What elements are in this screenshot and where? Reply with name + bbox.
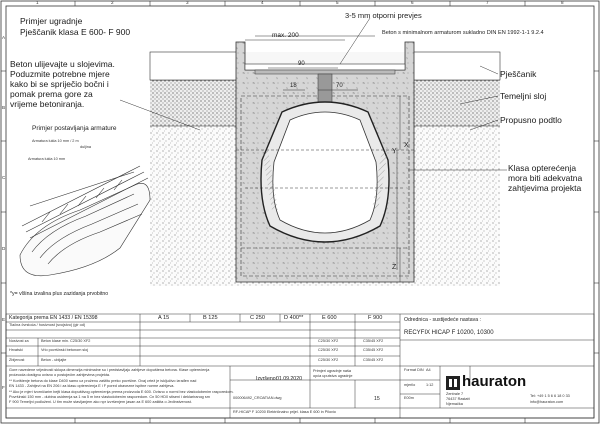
class-b125: B 125: [203, 315, 218, 321]
col-num-1: 1: [36, 0, 39, 5]
f-value-2: C35/45 XF2: [363, 348, 384, 352]
scale-label: mjerilo: [404, 383, 416, 387]
scale-value: 1:12: [426, 383, 434, 387]
row-letter-a: A: [2, 35, 6, 40]
rebar-cage-sketch: [20, 166, 150, 276]
f-value-3: C35/45 XF2: [363, 358, 384, 362]
rebar-example-title: Primjer postavljanja armature: [32, 125, 117, 132]
load-class-line-1: Klasa opterećenja: [508, 163, 577, 173]
address-1: Zentrale 7: [446, 392, 464, 396]
label-z: Z: [392, 264, 397, 271]
product-name: RECYFIX HICAP F 10200, 10300: [404, 330, 494, 336]
gap-note: 3-5 mm otporni prevjes: [345, 11, 422, 20]
note-2: proizvoda dostignu ovisno o postojećim zahtjevima projekta.: [9, 373, 111, 377]
title-line-2: Pješčanik klasa E 600- F 900: [20, 27, 131, 37]
approved-label: Izvršeno:: [256, 376, 278, 382]
paving-block-left: [150, 52, 240, 80]
col-num-2: 2: [111, 0, 114, 5]
pour-note-4: pomak prema gore za: [10, 89, 93, 99]
col-num-4: 4: [261, 0, 264, 5]
class-c250: C 250: [250, 315, 265, 321]
e-value-2: C25/30 XF2: [318, 348, 339, 352]
note-6: Površinski 150 mm - dubina usidrenja sa 1 na 5 m bez vlastodobenim rasporedom. Cn 50 HD0 stiseni i deklariranog sm: [9, 395, 210, 399]
address-2: 76437 Rastatt: [446, 397, 470, 401]
row-letter-c: C: [2, 175, 6, 180]
bottom-caption: RF-HICAP F 10200 Električnalno prijel. klasa E 600 in Pilovio: [233, 410, 336, 414]
concrete-note: Beton s minimalnom armaturom sukladno DIN EN 1992-1-1 9.2.4: [382, 30, 544, 36]
table-row3-b: Beton klase min. C25/30 XF2: [41, 339, 91, 343]
table-row5-a: Zbijenost: [9, 358, 25, 362]
note-7: F 900 Temeljni podloženi. U tim može stavljanjem ako npr izvršenjem jasan za E 600 zaštita o Jedinstvenost.: [9, 400, 192, 404]
address-3: Njemačka: [446, 402, 463, 406]
note-3: ** Korištenje betona do klase D400 samo uz pruženu zaštitu preko površine. Ovaj crtež je isključivo izrađen nad: [9, 379, 197, 383]
format-label: Format DIN: [404, 368, 424, 372]
pour-note-5: vrijeme betoniranja.: [10, 99, 85, 109]
class-f900: F 900: [368, 315, 383, 321]
pour-note-2: Poduzmite potrebne mjere: [10, 69, 110, 79]
f-value-1: C35/45 XF2: [363, 339, 384, 343]
row-letter-d: D: [2, 246, 6, 251]
row-letter-f: F: [2, 385, 5, 390]
class-d400: D 400**: [284, 315, 304, 321]
note-1: Gore navedene vrijednosti sklopa dimenzija minimalne su i predstavljaju zahtjeve dopuštena betona. Klase opterećenja: [9, 368, 210, 372]
col-num-3: 3: [186, 0, 189, 5]
row-letter-e: E: [2, 317, 6, 322]
load-class-line-3: zahtjevima projekta: [508, 183, 582, 193]
email: info@hauraton.com: [530, 400, 564, 404]
table-row4-b: Vrlo površinski betonom sloj: [41, 348, 89, 352]
label-y: Y: [392, 148, 397, 155]
class-a15: A 15: [158, 315, 170, 321]
table-row1-label: Kategorija prema EN 1433 / EN 15398: [9, 315, 98, 321]
e-value-3: C25/30 XF2: [318, 358, 339, 362]
row-letter-b: B: [2, 105, 6, 110]
pour-note-3: kako bi se spriječio bočni i: [10, 79, 109, 89]
col-num-5: 5: [336, 0, 339, 5]
table-row2-label: Tlačna čvrstoća / hosivnost (svojstvo) (gir od): [9, 323, 86, 327]
table-row4-a: Hrvatski: [9, 348, 23, 352]
title-line-1: Primjer ugradnje: [20, 16, 83, 26]
col-num-8: 8: [561, 0, 564, 5]
sand-label: Pješčanik: [500, 69, 537, 79]
dim-90: 90: [298, 61, 305, 67]
col-num-7: 7: [486, 0, 489, 5]
permeable-layer-label: Propusno podtlo: [500, 115, 562, 125]
channel-interior: [273, 112, 377, 233]
company-label: Odrednica - sustijedeće nastava :: [404, 317, 481, 323]
note-5: ** Ako je mjeri tvorničarim bejti klasa dopuštivog opterećenja prema proizvoda E 600. Ovisno o normi bez vlastodobenim rasporedom.: [9, 390, 234, 394]
rebar-top-note: Armatura lukla 10 mm / 2 m: [32, 139, 79, 143]
paving-block-right: [412, 52, 500, 80]
table-row5-b: Beton - ubijajte: [41, 358, 67, 362]
drawing-number: 000006492_CROATIAN.dwg: [233, 396, 282, 400]
hauraton-logo-mark: [446, 376, 460, 390]
base-layer-label: Temeljni sloj: [500, 91, 547, 101]
label-x: X: [404, 142, 409, 149]
rebar-bottom-note: Armatura lukla 10 mm: [28, 157, 66, 161]
max-width-dim: max. 200: [272, 32, 299, 39]
page-number: 15: [374, 396, 380, 402]
phone: Tel: +49 1 5 6 6 18 0 33: [530, 394, 570, 398]
brand-name: hauraton: [462, 373, 527, 390]
footnote: *y= vlšina izvalina plus zazidanja prvobitno: [10, 291, 109, 297]
rebar-top-note-2: duljina: [80, 145, 91, 149]
revision: E00m: [404, 396, 414, 400]
pour-note-1: Beton ulijevajte u slojevima.: [10, 59, 115, 69]
dim-70: 70: [336, 83, 343, 89]
drawing-desc-1: Primjeri ugradnje naša: [313, 369, 351, 373]
format-value: A4: [426, 368, 431, 372]
e-value-1: C25/30 XF2: [318, 339, 339, 343]
class-e600: E 600: [322, 315, 337, 321]
grate: [245, 64, 405, 70]
load-class-line-2: mora biti adekvatna: [508, 173, 583, 183]
table-row3-a: Nosivost za: [9, 339, 29, 343]
note-4: EN 1433 - Zahtjevi na EN 206 i za klasu opterećenja E i F pored obavezne ispitne norme zahtjeva.: [9, 384, 175, 388]
dim-18: 18: [290, 83, 297, 89]
drawing-desc-2: opća uputstva ugradnje: [313, 374, 353, 378]
col-num-6: 6: [411, 0, 414, 5]
date: 01.09.2020: [276, 376, 302, 382]
